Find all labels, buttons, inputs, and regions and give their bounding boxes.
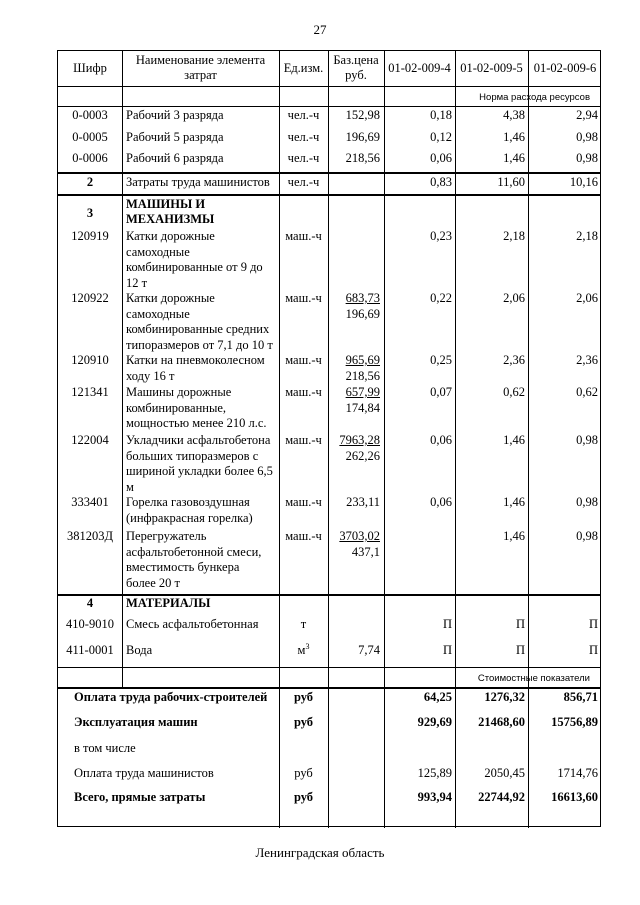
resource-code: 0-0003 (72, 108, 108, 122)
machine-name-line: Катки дорожные (126, 291, 215, 305)
norm-col1: П (442, 643, 452, 657)
base-price: 965,69 (345, 353, 380, 367)
resource-name: Затраты труда машинистов (126, 175, 270, 189)
resource-name: Рабочий 5 разряда (126, 130, 224, 144)
header-col3: 01-02-009-6 (533, 61, 597, 75)
machine-name-line: (инфракрасная горелка) (126, 510, 253, 525)
norm-col3: 0,98 (576, 151, 598, 165)
base-price-salary: 262,26 (345, 448, 380, 463)
material-code: 410-9010 (66, 617, 114, 631)
machine-name-line: Горелка газовоздушная (126, 495, 250, 509)
row-divider (58, 667, 600, 668)
norm-col3: 16613,60 (551, 790, 598, 804)
machine-unit: маш.-ч (285, 529, 322, 543)
cost-norms-table (57, 50, 601, 827)
machine-name-line: комбинированные от 9 до (126, 260, 263, 274)
base-price: 7963,28 (339, 433, 380, 447)
section-code: 2 (86, 175, 94, 189)
norm-col1: 0,18 (430, 108, 452, 122)
norm-col3: 2,18 (576, 229, 598, 243)
total-unit: руб (293, 715, 314, 729)
machine-name-line: самоходные (126, 244, 190, 259)
machine-unit: маш.-ч (285, 291, 322, 305)
norm-col3: 2,06 (576, 291, 598, 305)
norm-col1: 125,89 (417, 766, 452, 780)
norm-col1: 929,69 (417, 715, 452, 729)
header-col1: 01-02-009-4 (388, 61, 451, 75)
norm-col2: 2,18 (503, 229, 525, 243)
norm-col3: 2,94 (576, 108, 598, 122)
norm-subheader: Норма расхода ресурсов (479, 92, 590, 103)
norm-col3: 0,98 (576, 495, 598, 509)
norm-col3: 0,98 (576, 529, 598, 543)
total-label: Оплата труда машинистов (74, 766, 214, 780)
norm-col2: 0,62 (503, 385, 525, 399)
norm-col3: П (588, 643, 598, 657)
machine-code: 381203Д (66, 529, 114, 543)
header-code: Шифр (73, 61, 107, 75)
machine-name-line: Катки дорожные (126, 229, 215, 243)
norm-col2: 2,36 (503, 353, 525, 367)
norm-col1: 0,07 (430, 385, 452, 399)
total-label: Всего, прямые затраты (74, 790, 206, 804)
norm-col3: 0,62 (576, 385, 598, 399)
machine-name-line: комбинированные, (126, 400, 227, 415)
base-price: 233,11 (346, 495, 380, 509)
machine-unit: маш.-ч (285, 385, 322, 399)
norm-col3: 1714,76 (557, 766, 598, 780)
header-name: Наименование элемента затрат (135, 53, 266, 82)
machine-name-line: асфальтобетонной смеси, (126, 544, 262, 559)
machine-code: 333401 (71, 495, 109, 509)
norm-col2: 1,46 (503, 433, 525, 447)
resource-unit: чел.-ч (287, 130, 320, 144)
total-label: в том числе (74, 741, 136, 755)
norm-col3: 0,98 (576, 433, 598, 447)
machine-unit: маш.-ч (285, 433, 322, 447)
row-divider (58, 687, 600, 689)
norm-col3: П (588, 617, 598, 631)
resource-unit: чел.-ч (287, 151, 320, 165)
row-divider (58, 106, 600, 107)
section-title: МАТЕРИАЛЫ (126, 596, 211, 610)
machine-unit: маш.-ч (285, 229, 322, 243)
section-code: 3 (86, 206, 94, 220)
material-code: 411-0001 (66, 643, 114, 657)
norm-col2: 1,46 (503, 529, 525, 543)
unit-superscript: 3 (305, 641, 310, 651)
section-title: МАШИНЫ И (126, 197, 206, 211)
machine-name-line: Перегружатель (126, 529, 207, 543)
machine-code: 121341 (71, 385, 109, 399)
norm-col2: 22744,92 (478, 790, 525, 804)
resource-code: 0-0006 (72, 151, 108, 165)
machine-unit: маш.-ч (285, 495, 322, 509)
base-price: 196,69 (345, 130, 380, 144)
norm-col2: П (515, 617, 525, 631)
norm-col2: 11,60 (497, 175, 525, 189)
machine-name-line: типоразмеров от 7,1 до 10 т (126, 337, 273, 352)
machine-name-line: Укладчики асфальтобетона (126, 433, 271, 447)
machine-name-line: Катки на пневмоколесном (126, 353, 265, 367)
machine-name-line: вместимость бункера (126, 560, 240, 574)
norm-col3: 2,36 (576, 353, 598, 367)
total-unit: руб (293, 790, 314, 804)
machine-code: 120910 (71, 353, 109, 367)
total-label: Оплата труда рабочих-строителей (74, 690, 268, 704)
base-price-salary: 174,84 (345, 400, 380, 415)
base-price: 657,99 (345, 385, 380, 399)
total-unit: руб (293, 690, 314, 704)
norm-col2: 4,38 (503, 108, 525, 122)
norm-col3: 0,98 (576, 130, 598, 144)
base-price: 218,56 (345, 151, 380, 165)
norm-col1: 0,83 (430, 175, 452, 189)
col-divider (122, 51, 123, 687)
section-title: МЕХАНИЗМЫ (126, 212, 215, 226)
page-number: 27 (313, 22, 327, 37)
base-price-salary: 218,56 (345, 368, 380, 383)
header-base-price: Баз.цена руб. (333, 53, 379, 82)
total-unit: руб (294, 766, 313, 780)
norm-col2: 1,46 (503, 130, 525, 144)
norm-col2: 1276,32 (484, 690, 525, 704)
base-price-salary: 437,1 (351, 544, 380, 559)
norm-col1: 0,06 (430, 151, 452, 165)
machine-name-line: Машины дорожные (126, 385, 232, 399)
norm-col1: 0,22 (430, 291, 452, 305)
row-divider (58, 86, 600, 87)
row-divider (58, 194, 600, 196)
machine-name-line: комбинированные средних (126, 322, 270, 336)
norm-col1: 64,25 (423, 690, 452, 704)
row-divider (58, 172, 600, 174)
machine-code: 120919 (71, 229, 109, 243)
base-price: 152,98 (345, 108, 380, 122)
norm-col2: 2,06 (503, 291, 525, 305)
material-unit: $м^3$ (297, 641, 310, 657)
norm-col1: 0,06 (430, 495, 452, 509)
norm-col3: 10,16 (569, 175, 598, 189)
footer-region: Ленинградская область (255, 845, 385, 860)
machine-code: 122004 (71, 433, 109, 447)
norm-col2: 21468,60 (478, 715, 525, 729)
material-unit: т (300, 617, 307, 631)
machine-unit: маш.-ч (285, 353, 322, 367)
norm-col1: 0,06 (430, 433, 452, 447)
norm-col2: П (515, 643, 525, 657)
total-label: Эксплуатация машин (74, 715, 198, 729)
norm-col3: 15756,89 (551, 715, 598, 729)
norm-col2: 1,46 (503, 495, 525, 509)
base-price: 683,73 (345, 291, 380, 305)
material-name: Смесь асфальтобетонная (126, 617, 259, 631)
machine-code: 120922 (71, 291, 109, 305)
norm-col3: 856,71 (563, 690, 598, 704)
base-price: 3703,02 (339, 529, 380, 543)
machine-name-line: мощностью менее 210 л.с. (126, 416, 267, 430)
resource-name: Рабочий 3 разряда (126, 108, 224, 122)
machine-name-line: самоходные (126, 306, 190, 321)
machine-name-line: шириной укладки более 6,5 (126, 464, 273, 478)
header-unit: Ед.изм. (283, 61, 324, 75)
norm-col1: 0,12 (430, 130, 452, 144)
resource-unit: чел.-ч (287, 175, 320, 189)
material-name: Вода (126, 643, 153, 657)
machine-name-line: больших типоразмеров с (126, 448, 259, 463)
machine-name-line: ходу 16 т (126, 368, 175, 383)
cost-subheader: Стоимостные показатели (477, 673, 590, 684)
norm-col2: 1,46 (503, 151, 525, 165)
section-code: 4 (86, 596, 94, 610)
resource-name: Рабочий 6 разряда (126, 151, 224, 165)
norm-col1: 993,94 (417, 790, 452, 804)
norm-col1: П (442, 617, 452, 631)
base-price: 7,74 (358, 643, 380, 657)
resource-code: 0-0005 (72, 130, 108, 144)
norm-col2: 2050,45 (484, 766, 525, 780)
machine-name-line: 12 т (126, 275, 148, 290)
norm-col1: 0,23 (430, 229, 452, 243)
header-col2: 01-02-009-5 (460, 61, 523, 75)
base-price-salary: 196,69 (345, 306, 380, 321)
machine-name-line: м (126, 479, 134, 494)
machine-name-line: более 20 т (126, 575, 180, 590)
resource-unit: чел.-ч (287, 108, 320, 122)
norm-col1: 0,25 (430, 353, 452, 367)
